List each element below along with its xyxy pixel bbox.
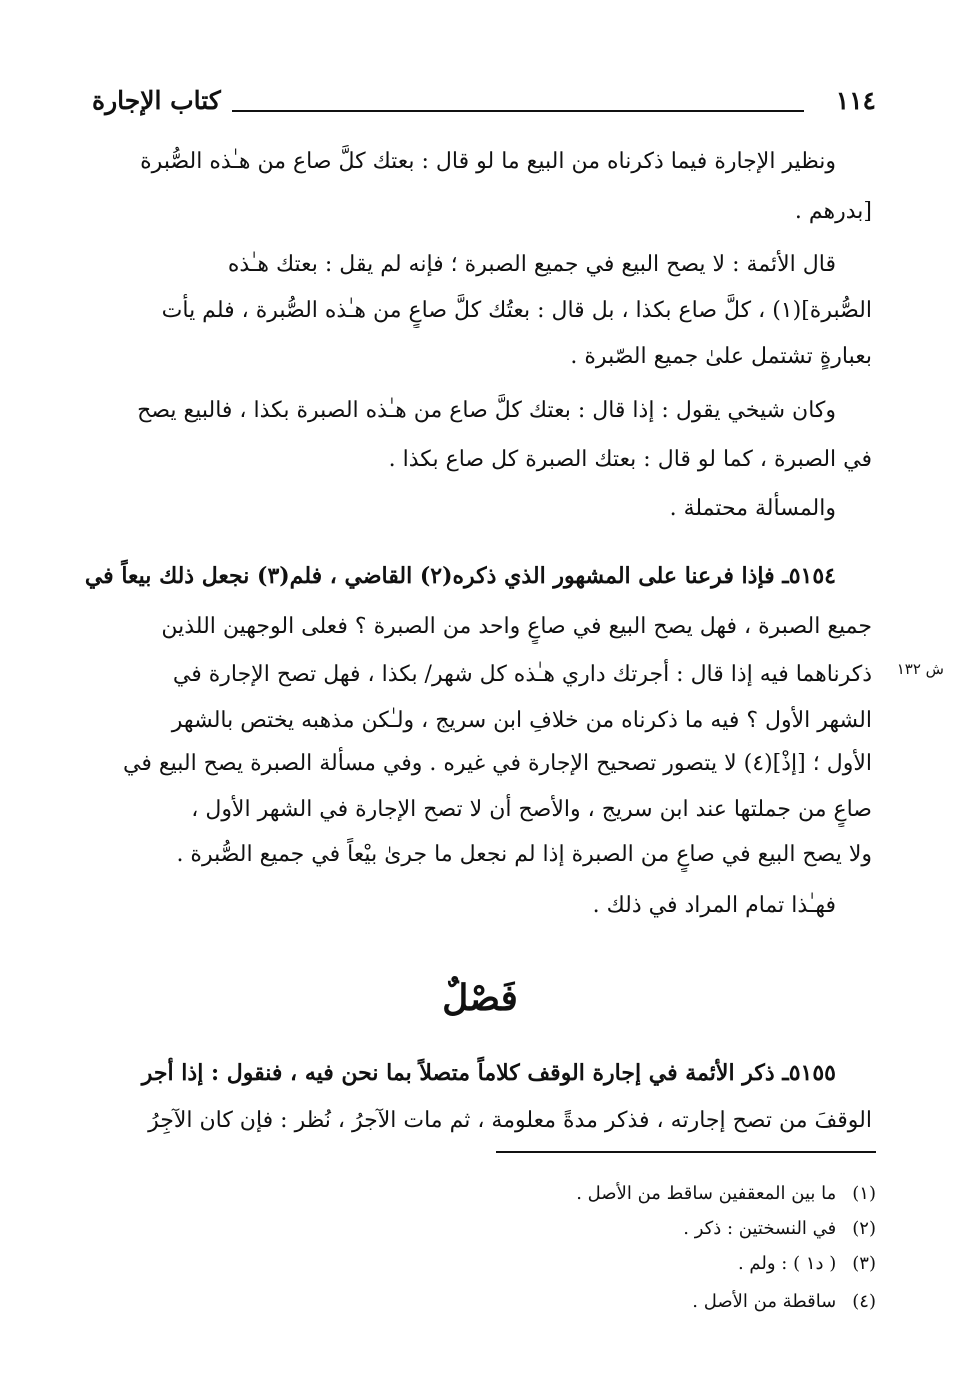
page-number: ١١٤	[835, 86, 876, 115]
text-line-4: الصُّبرة](١) ، كلَّ صاع بكذا ، بل قال : بعتُك كلَّ صاعٍ من هـٰذه الصُّبرة ، فلم يأت	[161, 298, 872, 323]
text-line-2: [بدرهم .	[794, 199, 872, 224]
text-line-17: ٥١٥٥ـ ذكر الأئمة في إجارة الوقف كلاماً متصلاً بما نحن فيه ، فنقول : إذا أجر	[141, 1060, 836, 1086]
text-line-11: ذكرناهما فيه إذا قال : أجرتك داري هـٰذه كل شهر/ بكذا ، فهل تصح الإجارة في	[172, 662, 872, 687]
footnote-number: (١)	[852, 1183, 876, 1204]
footnote-text: ما بين المعقفين ساقط من الأصل .	[576, 1183, 837, 1204]
text-line-3: قال الأئمة : لا يصح البيع في جميع الصبرة ؛ فإنه لم يقل : بعتك هـٰذه	[227, 252, 836, 277]
footnote-rule	[496, 1151, 876, 1153]
footnote-number: (٢)	[852, 1218, 876, 1239]
footnote-4	[456, 1290, 876, 1314]
text-line-12: الشهر الأول ؟ فيه ما ذكرناه من خلافِ ابن سريج ، ولـٰكن مذهبه يختص بالشهر	[171, 708, 872, 733]
page-header	[92, 86, 876, 126]
footnote-2	[456, 1217, 876, 1241]
footnote-text: ( د١ ) : ولم .	[737, 1253, 837, 1274]
text-line-9: ٥١٥٤ـ فإذا فرعنا على المشهور الذي ذكره(٢) القاضي ، فلم(٣) نجعل ذلك بيعاً في	[84, 563, 836, 589]
text-line-8: والمسألة محتملة .	[669, 496, 836, 521]
footnote-1	[456, 1182, 876, 1206]
text-line-7: في الصبرة ، كما لو قال : بعتك الصبرة كل صاع بكذا .	[388, 447, 872, 472]
footnote-3	[456, 1252, 876, 1276]
text-line-15: ولا يصح البيع في صاعٍ من الصبرة إذا لم نجعل ما جرىٰ بيْعاً في جميع الصُّبرة .	[176, 842, 872, 867]
text-line-1: ونظير الإجارة فيما ذكرناه من البيع ما لو قال : بعتك كلَّ صاع من هـٰذه الصُّبرة	[140, 149, 836, 174]
header-rule	[232, 110, 804, 112]
text-line-13: الأول ؛ [إذْ](٤) لا يتصور تصحيح الإجارة في غيره . وفي مسألة الصبرة يصح البيع في	[123, 751, 872, 776]
footnote-number: (٣)	[852, 1253, 876, 1274]
text-line-18: الوقفَ من تصح إجارته ، فذكر مدةً معلومة ، ثم مات الآجرُ ، نُظر : فإن كان الآجِرُ	[148, 1108, 872, 1133]
text-line-16: فهـٰذا تمام المراد في ذلك .	[592, 893, 836, 918]
text-line-14: صاعٍ من جملتها عند ابن سريج ، والأصح أن لا تصح الإجارة في الشهر الأول ،	[191, 797, 872, 822]
footnote-text: ساقطة من الأصل .	[692, 1291, 837, 1312]
footnote-number: (٤)	[852, 1291, 876, 1312]
text-line-5: بعبارةٍ تشتمل علىٰ جميع الصّبرة .	[570, 344, 872, 369]
section-ornament	[425, 962, 535, 1034]
ornament-text: فَصْلٌ	[442, 977, 518, 1019]
book-title: كتاب الإجارة	[92, 86, 221, 115]
footnote-text: في النسختين : ذكر .	[683, 1218, 837, 1239]
text-line-6: وكان شيخي يقول : إذا قال : بعتك كلَّ صاع من هـٰذه الصبرة بكذا ، فالبيع يصح	[137, 398, 836, 423]
text-line-10: جميع الصبرة ، فهل يصح البيع في صاعٍ واحد من الصبرة ؟ فعلى الوجهين اللذين	[161, 614, 872, 639]
margin-note: ش ١٣٢	[896, 660, 944, 678]
